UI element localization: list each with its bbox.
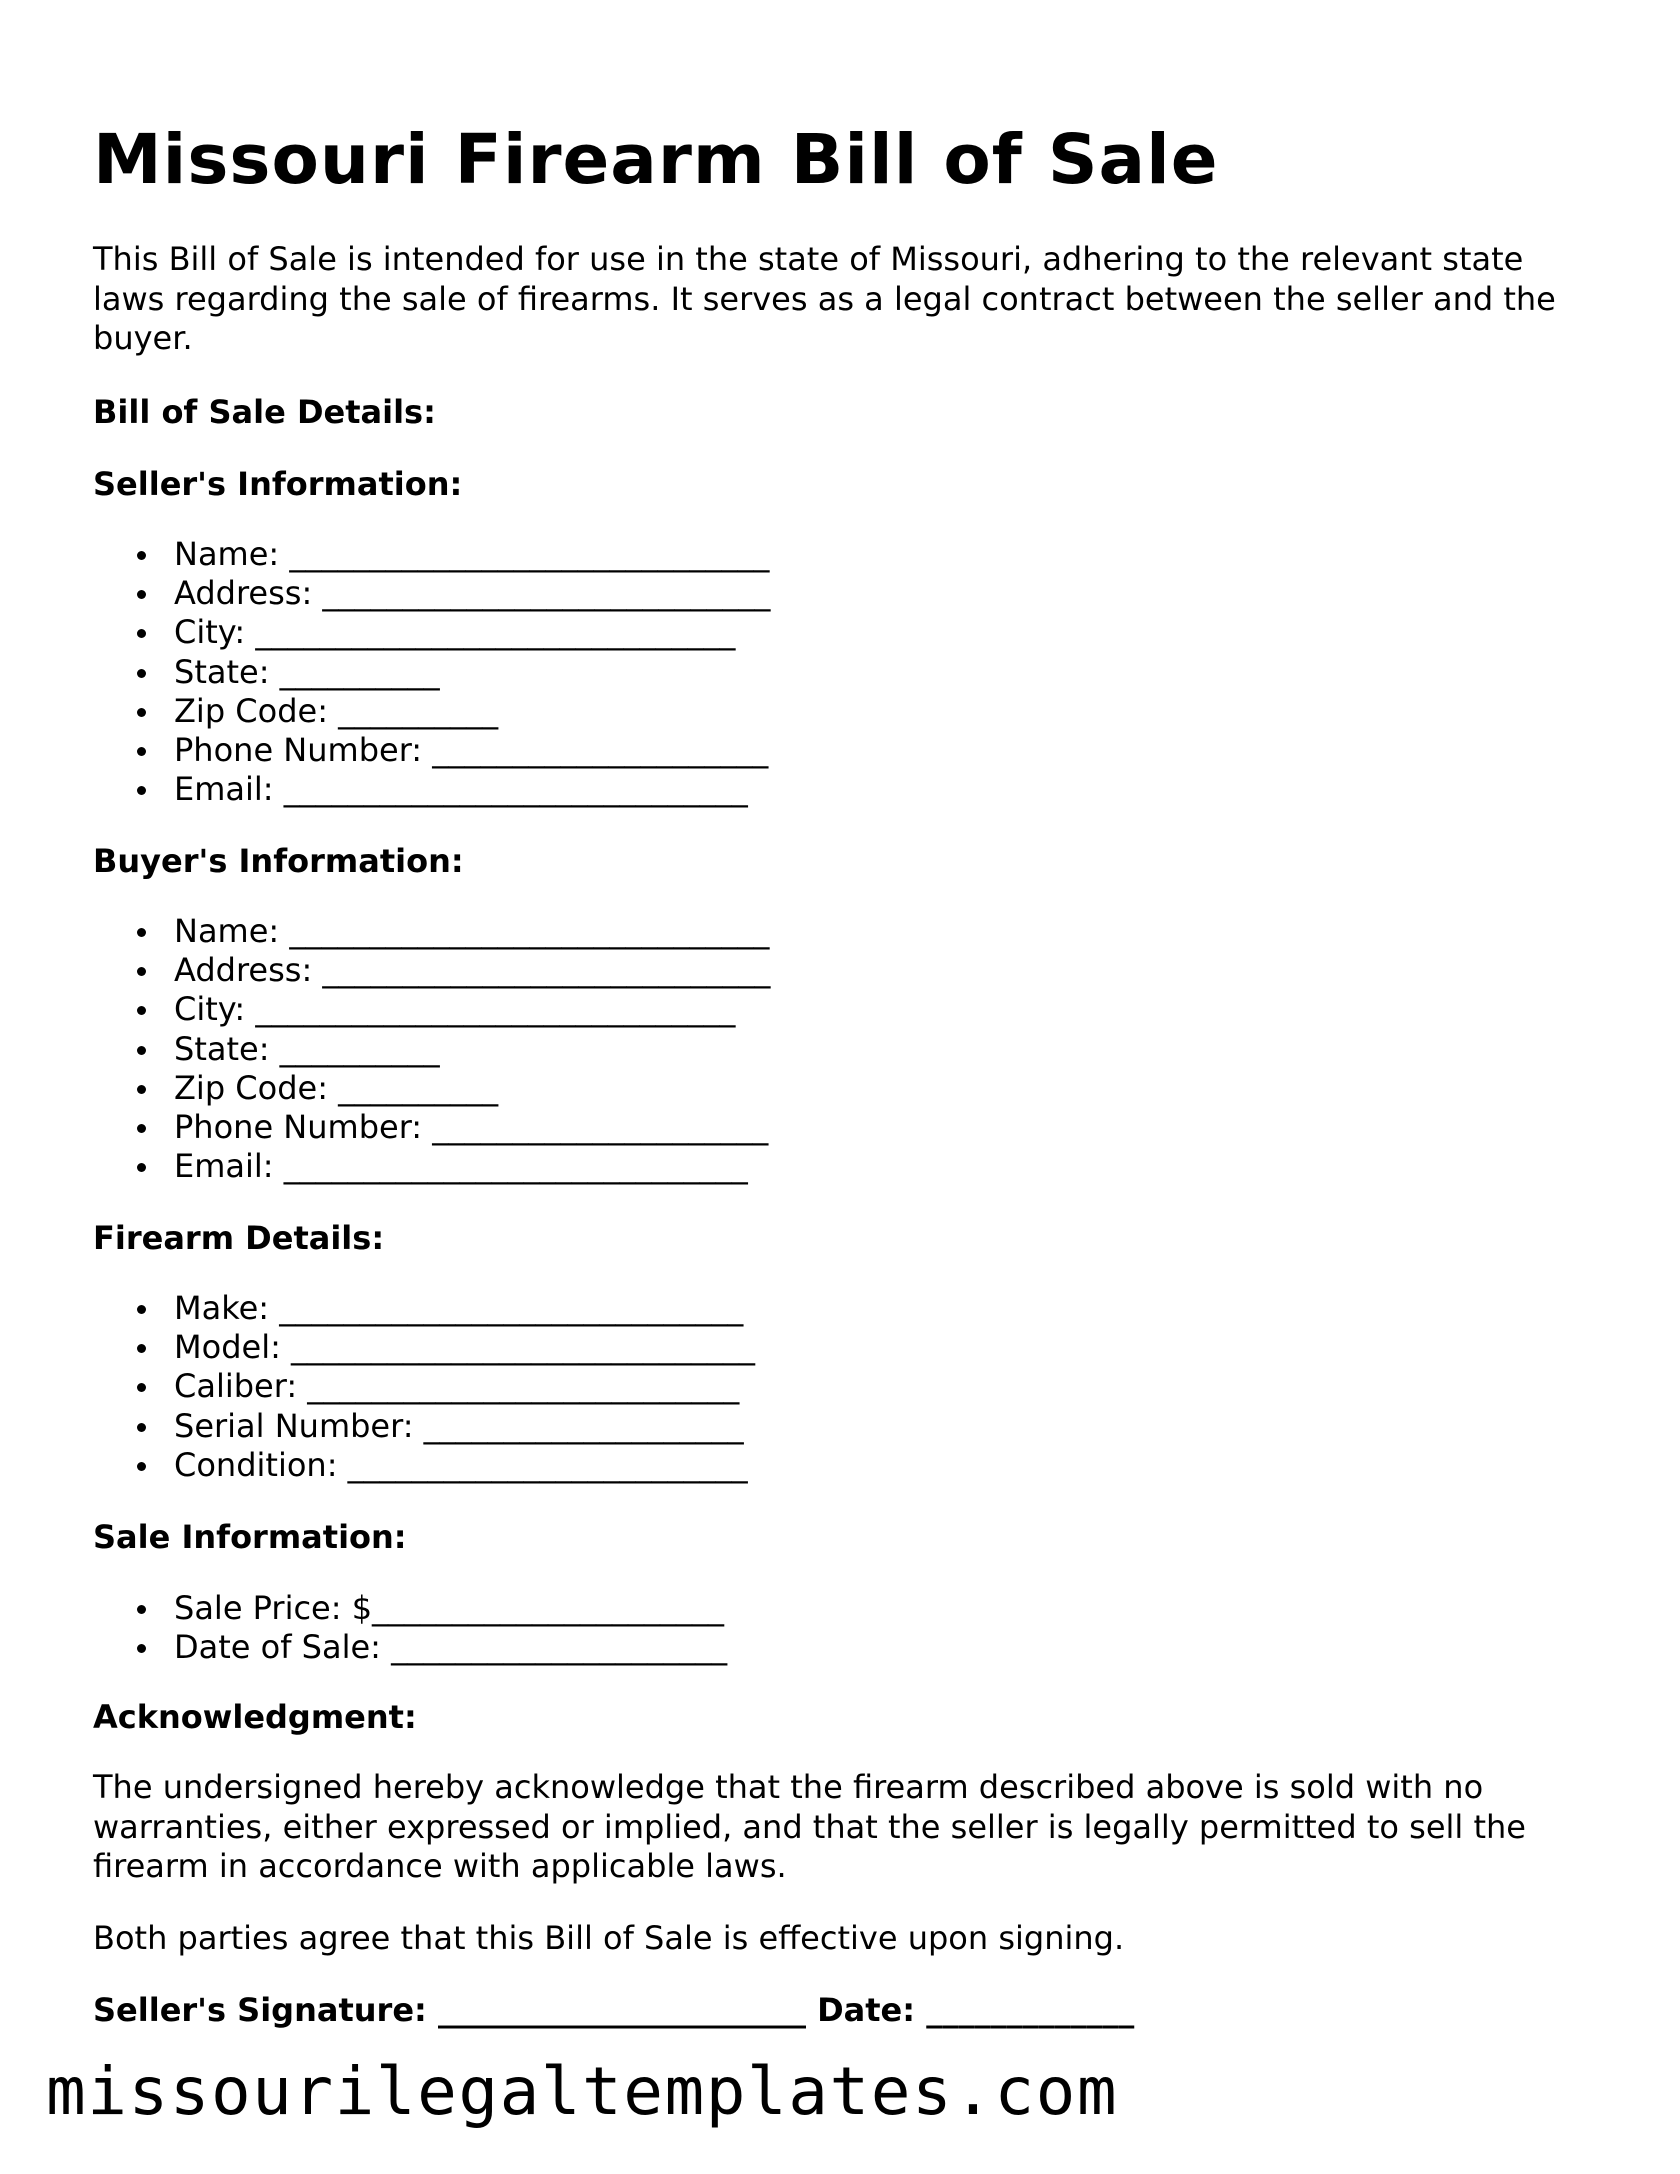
seller-address-field[interactable]: Address: ____________________________ xyxy=(93,574,770,613)
document-title: Missouri Firearm Bill of Sale xyxy=(93,120,1219,200)
firearm-caliber-field[interactable]: Caliber: ___________________________ xyxy=(93,1367,755,1406)
firearm-model-field[interactable]: Model: _____________________________ xyxy=(93,1328,755,1367)
buyer-zip-field[interactable]: Zip Code: __________ xyxy=(93,1069,770,1108)
buyer-name-field[interactable]: Name: ______________________________ xyxy=(93,912,770,951)
firearm-details-heading: Firearm Details: xyxy=(93,1219,385,1257)
firearm-condition-field[interactable]: Condition: _________________________ xyxy=(93,1446,755,1485)
firearm-serial-number-field[interactable]: Serial Number: ____________________ xyxy=(93,1407,755,1446)
effective-statement: Both parties agree that this Bill of Sale is effective upon signing. xyxy=(93,1919,1125,1957)
sale-fields-list xyxy=(93,1589,727,1667)
buyer-email-field[interactable]: Email: _____________________________ xyxy=(93,1147,770,1186)
buyer-information-heading: Buyer's Information: xyxy=(93,842,464,880)
buyer-city-field[interactable]: City: ______________________________ xyxy=(93,990,770,1029)
seller-city-field[interactable]: City: ______________________________ xyxy=(93,613,770,652)
seller-name-field[interactable]: Name: ______________________________ xyxy=(93,535,770,574)
website-watermark: missourilegaltemplates.com xyxy=(46,2053,1119,2130)
buyer-phone-field[interactable]: Phone Number: _____________________ xyxy=(93,1108,770,1147)
seller-fields-list xyxy=(93,535,770,809)
acknowledgment-heading: Acknowledgment: xyxy=(93,1698,417,1736)
buyer-state-field[interactable]: State: __________ xyxy=(93,1030,770,1069)
seller-state-field[interactable]: State: __________ xyxy=(93,653,770,692)
date-of-sale-field[interactable]: Date of Sale: _____________________ xyxy=(93,1628,727,1667)
buyer-fields-list xyxy=(93,912,770,1186)
sale-price-field[interactable]: Sale Price: $______________________ xyxy=(93,1589,727,1628)
seller-phone-field[interactable]: Phone Number: _____________________ xyxy=(93,731,770,770)
seller-zip-field[interactable]: Zip Code: __________ xyxy=(93,692,770,731)
seller-signature-date-line[interactable]: Seller's Signature: _______________________ Date: _____________ xyxy=(93,1991,1135,2029)
seller-email-field[interactable]: Email: _____________________________ xyxy=(93,770,770,809)
buyer-address-field[interactable]: Address: ____________________________ xyxy=(93,951,770,990)
seller-information-heading: Seller's Information: xyxy=(93,465,463,503)
intro-paragraph: This Bill of Sale is intended for use in the state of Missouri, adhering to the relevant state laws regarding the sale of firearms. It serves as a legal contract between the seller and the buyer. xyxy=(93,240,1556,357)
bill-of-sale-details-heading: Bill of Sale Details: xyxy=(93,393,436,431)
sale-information-heading: Sale Information: xyxy=(93,1518,407,1556)
firearm-make-field[interactable]: Make: _____________________________ xyxy=(93,1289,755,1328)
firearm-fields-list xyxy=(93,1289,755,1485)
acknowledgment-paragraph: The undersigned hereby acknowledge that the firearm described above is sold with no warranties, either expressed or implied, and that the seller is legally permitted to sell the firearm in accordance with applicable laws. xyxy=(93,1768,1526,1885)
